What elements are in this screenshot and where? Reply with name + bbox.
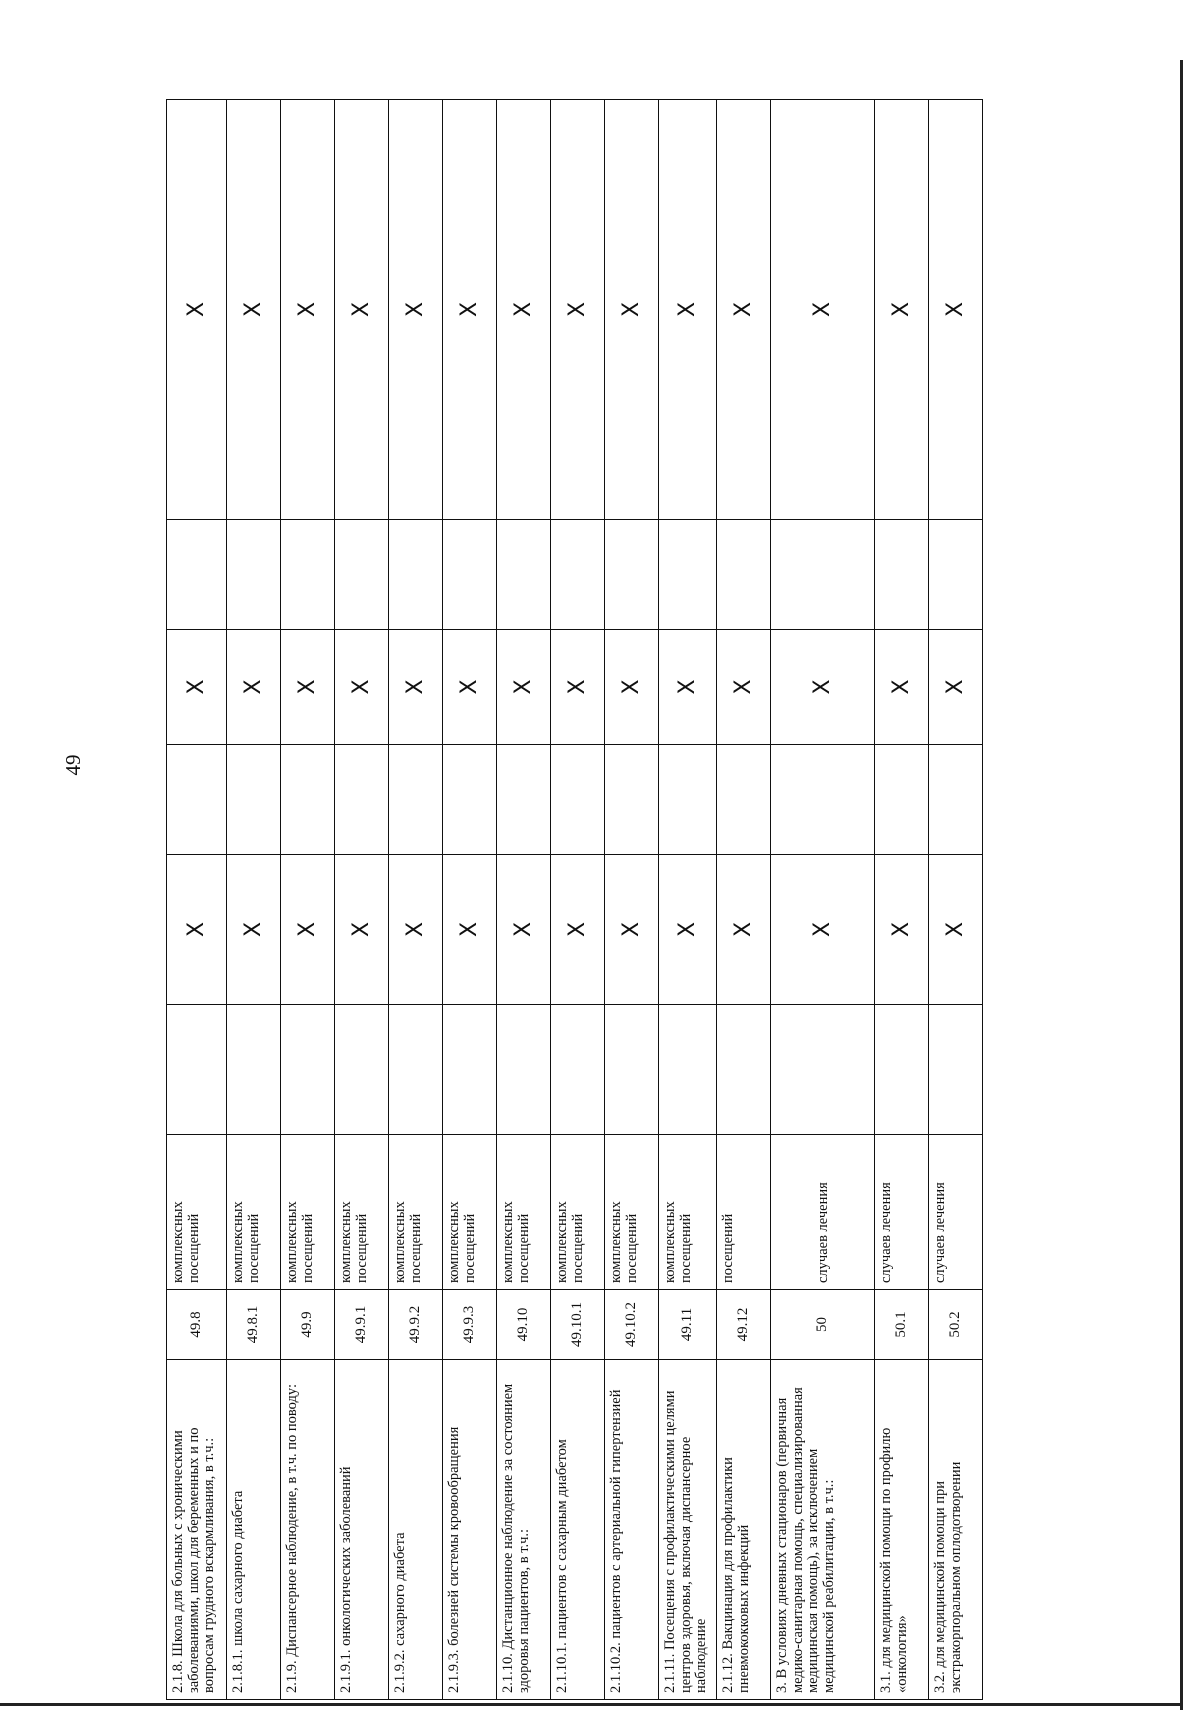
scan-edge-bottom xyxy=(0,1703,1183,1706)
empty-cell xyxy=(389,745,443,855)
x-mark-cell: X xyxy=(605,630,659,745)
table-row xyxy=(717,100,771,1700)
row-unit-cell: комплексных посещений xyxy=(335,1135,389,1290)
row-unit-cell: случаев лечения xyxy=(875,1135,929,1290)
empty-cell xyxy=(771,520,875,630)
row-name-cell: 2.1.9.2. сахарного диабета xyxy=(389,1360,443,1700)
table-row xyxy=(281,100,335,1700)
x-mark-cell: X xyxy=(335,855,389,1005)
row-unit-cell: случаев лечения xyxy=(771,1135,875,1290)
x-mark-cell: X xyxy=(929,630,983,745)
empty-cell xyxy=(335,1005,389,1135)
row-unit-cell: комплексных посещений xyxy=(167,1135,227,1290)
x-mark-cell: X xyxy=(335,630,389,745)
empty-cell xyxy=(659,520,717,630)
empty-cell xyxy=(875,520,929,630)
table-row xyxy=(659,100,717,1700)
x-mark-cell: X xyxy=(443,855,497,1005)
x-mark-cell: X xyxy=(389,100,443,520)
x-mark-cell: X xyxy=(551,855,605,1005)
x-mark-cell: X xyxy=(771,855,875,1005)
empty-cell xyxy=(929,520,983,630)
empty-cell xyxy=(771,745,875,855)
table-row xyxy=(167,100,227,1700)
x-mark-cell: X xyxy=(605,100,659,520)
row-code-cell: 49.8 xyxy=(167,1290,227,1360)
empty-cell xyxy=(551,1005,605,1135)
empty-cell xyxy=(281,1005,335,1135)
row-unit-cell: комплексных посещений xyxy=(605,1135,659,1290)
empty-cell xyxy=(875,1005,929,1135)
empty-cell xyxy=(227,520,281,630)
table-row xyxy=(771,100,875,1700)
empty-cell xyxy=(929,745,983,855)
empty-cell xyxy=(497,745,551,855)
scan-edge-right xyxy=(1180,60,1183,1710)
x-mark-cell: X xyxy=(551,100,605,520)
table-row xyxy=(389,100,443,1700)
row-unit-cell: случаев лечения xyxy=(929,1135,983,1290)
empty-cell xyxy=(335,745,389,855)
x-mark-cell: X xyxy=(717,855,771,1005)
row-code-cell: 49.10.2 xyxy=(605,1290,659,1360)
x-mark-cell: X xyxy=(227,630,281,745)
empty-cell xyxy=(167,1005,227,1135)
x-mark-cell: X xyxy=(771,630,875,745)
table-row xyxy=(443,100,497,1700)
x-mark-cell: X xyxy=(389,855,443,1005)
row-unit-cell: комплексных посещений xyxy=(497,1135,551,1290)
row-code-cell: 50.1 xyxy=(875,1290,929,1360)
page-number: 49 xyxy=(61,754,85,776)
empty-cell xyxy=(605,1005,659,1135)
table-row xyxy=(227,100,281,1700)
row-name-cell: 3.2. для медицинской помощи при экстракорпоральном оплодотворении xyxy=(929,1360,983,1700)
empty-cell xyxy=(551,745,605,855)
row-code-cell: 50 xyxy=(771,1290,875,1360)
row-code-cell: 49.10 xyxy=(497,1290,551,1360)
table-row xyxy=(929,100,983,1700)
x-mark-cell: X xyxy=(281,100,335,520)
x-mark-cell: X xyxy=(659,855,717,1005)
row-unit-cell: комплексных посещений xyxy=(227,1135,281,1290)
empty-cell xyxy=(335,520,389,630)
row-name-cell: 2.1.8.1. школа сахарного диабета xyxy=(227,1360,281,1700)
x-mark-cell: X xyxy=(771,100,875,520)
x-mark-cell: X xyxy=(497,630,551,745)
empty-cell xyxy=(717,520,771,630)
row-name-cell: 3. В условиях дневных стационаров (первичная медико-санитарная помощь, специализированная медицинская помощь), за исключением медицинской реабилитации, в т.ч.: xyxy=(771,1360,875,1700)
row-unit-cell: посещений xyxy=(717,1135,771,1290)
empty-cell xyxy=(167,745,227,855)
x-mark-cell: X xyxy=(167,100,227,520)
row-name-cell: 2.1.12. Вакцинация для профилактики пневмококковых инфекций xyxy=(717,1360,771,1700)
row-unit-cell: комплексных посещений xyxy=(389,1135,443,1290)
empty-cell xyxy=(281,745,335,855)
table-row xyxy=(497,100,551,1700)
empty-cell xyxy=(443,520,497,630)
empty-cell xyxy=(605,520,659,630)
empty-cell xyxy=(771,1005,875,1135)
empty-cell xyxy=(389,1005,443,1135)
row-unit-cell: комплексных посещений xyxy=(281,1135,335,1290)
row-unit-cell: комплексных посещений xyxy=(659,1135,717,1290)
x-mark-cell: X xyxy=(717,630,771,745)
table-row xyxy=(605,100,659,1700)
x-mark-cell: X xyxy=(875,630,929,745)
x-mark-cell: X xyxy=(659,630,717,745)
x-mark-cell: X xyxy=(281,855,335,1005)
empty-cell xyxy=(227,1005,281,1135)
x-mark-cell: X xyxy=(929,855,983,1005)
empty-cell xyxy=(443,1005,497,1135)
row-code-cell: 49.8.1 xyxy=(227,1290,281,1360)
empty-cell xyxy=(497,520,551,630)
x-mark-cell: X xyxy=(389,630,443,745)
row-name-cell: 2.1.9.1. онкологических заболеваний xyxy=(335,1360,389,1700)
data-table xyxy=(166,99,983,1700)
x-mark-cell: X xyxy=(605,855,659,1005)
row-unit-cell: комплексных посещений xyxy=(551,1135,605,1290)
x-mark-cell: X xyxy=(335,100,389,520)
row-name-cell: 2.1.8. Школа для больных с хроническими заболеваниями, школ для беременных и по вопросам грудного вскармливания, в т.ч.: xyxy=(167,1360,227,1700)
x-mark-cell: X xyxy=(929,100,983,520)
row-unit-cell: комплексных посещений xyxy=(443,1135,497,1290)
x-mark-cell: X xyxy=(875,855,929,1005)
x-mark-cell: X xyxy=(659,100,717,520)
x-mark-cell: X xyxy=(443,100,497,520)
row-name-cell: 3.1. для медицинской помощи по профилю «онкология» xyxy=(875,1360,929,1700)
row-code-cell: 49.11 xyxy=(659,1290,717,1360)
x-mark-cell: X xyxy=(497,855,551,1005)
x-mark-cell: X xyxy=(717,100,771,520)
empty-cell xyxy=(497,1005,551,1135)
x-mark-cell: X xyxy=(875,100,929,520)
empty-cell xyxy=(717,745,771,855)
x-mark-cell: X xyxy=(551,630,605,745)
row-name-cell: 2.1.9. Диспансерное наблюдение, в т.ч. по поводу: xyxy=(281,1360,335,1700)
x-mark-cell: X xyxy=(497,100,551,520)
row-name-cell: 2.1.9.3. болезней системы кровообращения xyxy=(443,1360,497,1700)
x-mark-cell: X xyxy=(167,855,227,1005)
empty-cell xyxy=(717,1005,771,1135)
table-row xyxy=(335,100,389,1700)
empty-cell xyxy=(551,520,605,630)
table-row xyxy=(875,100,929,1700)
row-name-cell: 2.1.10.1. пациентов с сахарным диабетом xyxy=(551,1360,605,1700)
x-mark-cell: X xyxy=(227,855,281,1005)
empty-cell xyxy=(281,520,335,630)
empty-cell xyxy=(605,745,659,855)
empty-cell xyxy=(659,1005,717,1135)
row-code-cell: 49.9.3 xyxy=(443,1290,497,1360)
empty-cell xyxy=(659,745,717,855)
row-name-cell: 2.1.10.2. пациентов с артериальной гипертензией xyxy=(605,1360,659,1700)
x-mark-cell: X xyxy=(167,630,227,745)
row-code-cell: 49.9.2 xyxy=(389,1290,443,1360)
x-mark-cell: X xyxy=(227,100,281,520)
empty-cell xyxy=(443,745,497,855)
empty-cell xyxy=(167,520,227,630)
row-code-cell: 49.9.1 xyxy=(335,1290,389,1360)
table-row xyxy=(551,100,605,1700)
x-mark-cell: X xyxy=(443,630,497,745)
empty-cell xyxy=(389,520,443,630)
row-name-cell: 2.1.11. Посещения с профилактическими целями центров здоровья, включая диспансерное наблюдение xyxy=(659,1360,717,1700)
row-code-cell: 49.9 xyxy=(281,1290,335,1360)
empty-cell xyxy=(227,745,281,855)
row-code-cell: 50.2 xyxy=(929,1290,983,1360)
row-name-cell: 2.1.10. Дистанционное наблюдение за состоянием здоровья пациентов, в т.ч.: xyxy=(497,1360,551,1700)
row-code-cell: 49.12 xyxy=(717,1290,771,1360)
row-code-cell: 49.10.1 xyxy=(551,1290,605,1360)
x-mark-cell: X xyxy=(281,630,335,745)
empty-cell xyxy=(929,1005,983,1135)
rotated-page xyxy=(61,100,1076,1700)
empty-cell xyxy=(875,745,929,855)
